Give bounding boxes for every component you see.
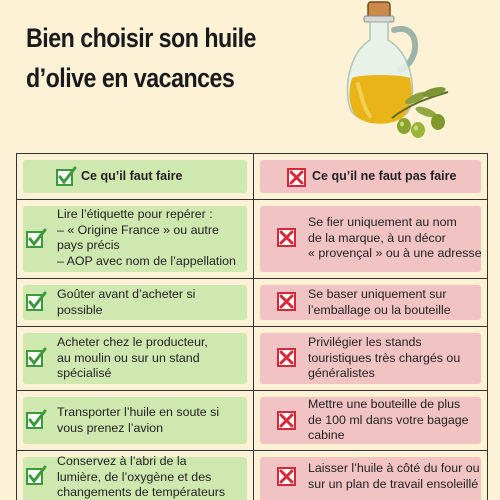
page-title-line-2: d’olive en vacances	[26, 63, 235, 93]
dont-text: Se baser uniquement sur l’emballage ou la bouteille	[308, 287, 451, 317]
page-title	[26, 18, 284, 98]
do-cell	[16, 391, 253, 450]
dont-cell	[253, 327, 488, 390]
table-header-row	[16, 154, 488, 200]
table-row	[16, 200, 488, 279]
table-row	[16, 451, 488, 500]
do-cell	[16, 327, 253, 390]
dont-cell	[253, 451, 488, 500]
comparison-table	[16, 153, 488, 500]
dont-text: Privilégier les stands touristiques très chargés ou généralistes	[308, 335, 461, 380]
do-text: Lire l’étiquette pour repérer : – « Origine France » ou autre pays précis – AOP avec nom de l’appellation	[57, 207, 236, 268]
do-text: Acheter chez le producteur, au moulin ou sur un stand spécialisé	[57, 335, 208, 380]
table-row	[16, 327, 488, 391]
header-dont-cell	[253, 154, 488, 199]
dont-cell	[253, 391, 488, 450]
table-row	[16, 279, 488, 327]
cross-box-icon	[276, 346, 298, 368]
header-do-label: Ce qu’il faut faire	[81, 169, 183, 183]
do-cell	[16, 279, 253, 326]
cross-box-icon	[286, 166, 308, 188]
check-box-icon	[25, 409, 47, 431]
cross-box-icon	[276, 226, 298, 248]
dont-text: Se fier uniquement au nom de la marque, à un décor « provençal » ou à une adresse	[308, 215, 482, 260]
page-title-line-1: Bien choisir son huile	[26, 23, 256, 53]
cross-box-icon	[276, 290, 298, 312]
cross-box-icon	[276, 409, 298, 431]
olive-oil-bottle-icon	[330, 0, 450, 145]
check-box-icon	[55, 166, 77, 188]
check-box-icon	[25, 347, 47, 369]
dont-text: Mettre une bouteille de plus de 100 ml dans votre bagage cabine	[308, 397, 469, 442]
check-box-icon	[25, 228, 47, 250]
check-box-icon	[25, 465, 47, 487]
dont-cell	[253, 200, 488, 278]
check-box-icon	[25, 291, 47, 313]
do-text: Conservez à l’abri de la lumière, de l’oxygène et des changements de températeurs	[57, 454, 226, 499]
cross-box-icon	[276, 465, 298, 487]
header-dont-label: Ce qu’il ne faut pas faire	[312, 169, 457, 183]
header-do-cell	[16, 154, 253, 199]
dont-cell	[253, 279, 488, 326]
table-row	[16, 391, 488, 451]
do-cell	[16, 451, 253, 500]
dont-text: Laisser l’huile à côté du four ou sur un plan de travail ensoleillé	[308, 461, 480, 491]
do-cell	[16, 200, 253, 278]
do-text: Goûter avant d’acheter si possible	[57, 287, 196, 317]
do-text: Transporter l’huile en soute si vous prenez l’avion	[57, 405, 220, 435]
